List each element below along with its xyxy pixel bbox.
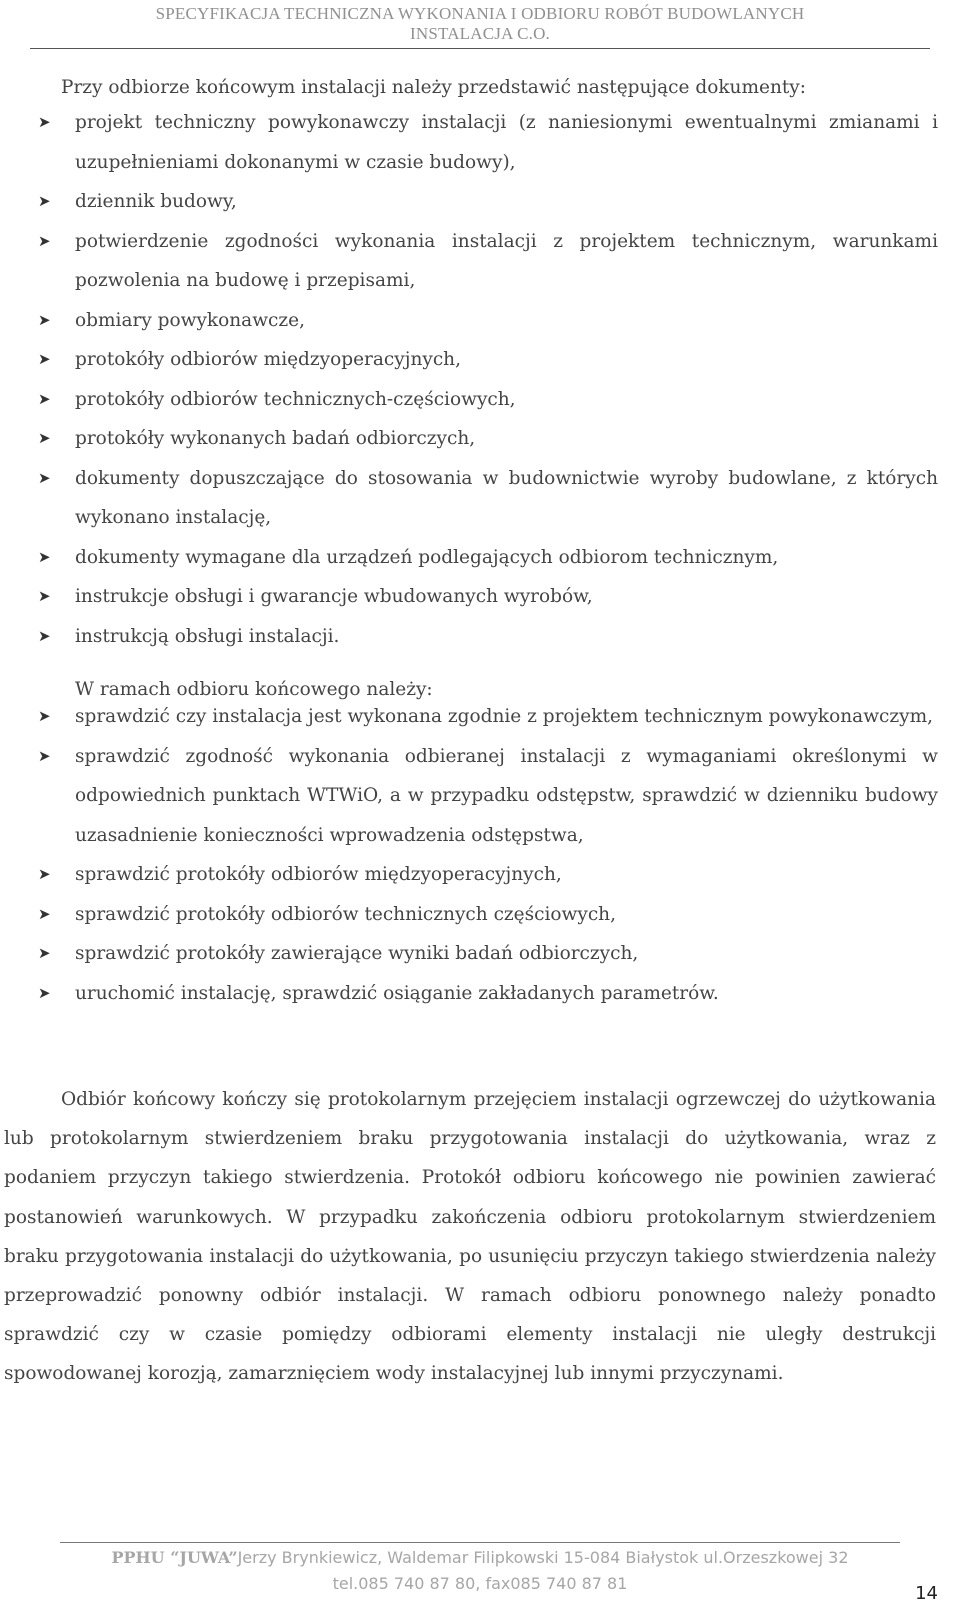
footer-contact: tel.085 740 87 80, fax085 740 87 81 <box>332 1574 628 1593</box>
list-item: ➤ dokumenty wymagane dla urządzeń podlegających odbiorom technicznym, <box>0 538 960 578</box>
arrowhead-bullet-icon: ➤ <box>38 231 51 250</box>
footer-address: Jerzy Brynkiewicz, Waldemar Filipkowski 15-084 Białystok ul.Orzeszkowej 32 <box>237 1548 849 1567</box>
list-item: ➤ sprawdzić protokóły odbiorów międzyoperacyjnych, <box>0 855 960 895</box>
arrowhead-bullet-icon: ➤ <box>38 468 51 487</box>
page-footer <box>0 1545 960 1597</box>
arrowhead-bullet-icon: ➤ <box>38 429 51 447</box>
arrowhead-bullet-icon: ➤ <box>38 944 51 962</box>
tasks-intro: W ramach odbioru końcowego należy: <box>75 679 433 700</box>
arrowhead-bullet-icon: ➤ <box>38 587 51 605</box>
footer-divider <box>60 1542 900 1543</box>
arrowhead-bullet-icon: ➤ <box>38 547 51 566</box>
list-item: ➤ protokóły odbiorów międzyoperacyjnych, <box>0 340 960 380</box>
header-subtitle: INSTALACJA C.O. <box>409 24 550 43</box>
list-item: ➤ sprawdzić protokóły odbiorów technicznych częściowych, <box>0 895 960 935</box>
list-item: ➤ sprawdzić zgodność wykonania odbieranej instalacji z wymaganiami określonymi w odpowiednich punktach WTWiO, a w przypadku odstępstw, sprawdzić w dzienniku budowy uzasadnienie konieczności wprowadzenia odstępstwa, <box>0 737 960 856</box>
list-item: ➤ uruchomić instalację, sprawdzić osiąganie zakładanych parametrów. <box>0 974 960 1014</box>
list-item: ➤ instrukcje obsługi i gwarancje wbudowanych wyrobów, <box>0 577 960 617</box>
arrowhead-bullet-icon: ➤ <box>38 746 51 765</box>
arrowhead-bullet-icon: ➤ <box>38 350 51 368</box>
closing-paragraph: Odbiór końcowy kończy się protokolarnym przejęciem instalacji ogrzewczej do użytkowania lub protokolarnym stwierdzeniem braku przygotowania instalacji do użytkowania, wraz z podaniem przyczyn takiego stwierdzenia. Protokół odbioru końcowego nie powinien zawierać postanowień warunkowych. W przypadku zakończenia odbioru protokolarnym stwierdzeniem braku przygotowania instalacji do użytkowania, po usunięciu przyczyn takiego stwierdzenia należy przeprowadzić ponowny odbiór instalacji. W ramach odbioru ponownego należy ponadto sprawdzić czy w czasie pomiędzy odbiorami elementy instalacji nie uległy destrukcji spowodowanej korozją, zamarznięciem wody instalacyjnej lub innymi przyczynami. <box>4 1089 936 1385</box>
arrowhead-bullet-icon: ➤ <box>38 389 51 408</box>
footer-company: PPHU “JUWA” <box>111 1548 238 1567</box>
documents-list <box>0 103 960 656</box>
arrowhead-bullet-icon: ➤ <box>38 983 51 1002</box>
list-item: ➤ protokóły odbiorów technicznych-częściowych, <box>0 380 960 420</box>
tasks-list <box>0 697 960 1013</box>
list-item: ➤ potwierdzenie zgodności wykonania instalacji z projektem technicznym, warunkami pozwolenia na budowę i przepisami, <box>0 222 960 301</box>
list-item: ➤ projekt techniczny powykonawczy instalacji (z naniesionymi ewentualnymi zmianami i uzupełnieniami dokonanymi w czasie budowy), <box>0 103 960 182</box>
documents-intro: Przy odbiorze końcowym instalacji należy przedstawić następujące dokumenty: <box>61 77 806 98</box>
list-item: ➤ protokóły wykonanych badań odbiorczych, <box>0 419 960 459</box>
list-item: ➤ sprawdzić protokóły zawierające wyniki badań odbiorczych, <box>0 934 960 974</box>
list-item: ➤ dokumenty dopuszczające do stosowania w budownictwie wyroby budowlane, z których wykonano instalację, <box>0 459 960 538</box>
header-divider <box>30 48 930 49</box>
arrowhead-bullet-icon: ➤ <box>38 707 51 725</box>
arrowhead-bullet-icon: ➤ <box>38 904 51 923</box>
list-item: ➤ obmiary powykonawcze, <box>0 301 960 341</box>
arrowhead-bullet-icon: ➤ <box>38 192 51 210</box>
arrowhead-bullet-icon: ➤ <box>38 310 51 329</box>
footer-company-line <box>0 1545 960 1571</box>
page-header <box>0 4 960 44</box>
arrowhead-bullet-icon: ➤ <box>38 626 51 645</box>
list-item: ➤ sprawdzić czy instalacja jest wykonana zgodnie z projektem technicznym powykonawczym, <box>0 697 960 737</box>
page-number: 14 <box>915 1583 938 1604</box>
list-item: ➤ dziennik budowy, <box>0 182 960 222</box>
arrowhead-bullet-icon: ➤ <box>38 865 51 883</box>
arrowhead-bullet-icon: ➤ <box>38 113 51 131</box>
list-item: ➤ instrukcją obsługi instalacji. <box>0 617 960 657</box>
header-title: SPECYFIKACJA TECHNICZNA WYKONANIA I ODBIORU ROBÓT BUDOWLANYCH <box>155 4 805 23</box>
